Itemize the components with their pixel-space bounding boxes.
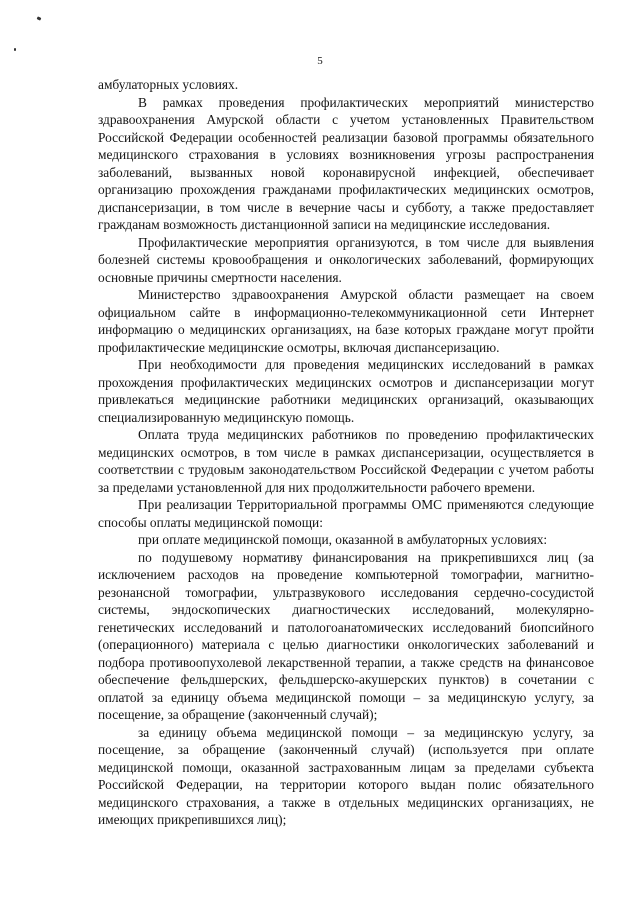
page-number: 5 (317, 55, 323, 67)
scan-speck (37, 16, 42, 20)
document-body (98, 76, 594, 829)
scan-speck (14, 48, 16, 51)
paragraph-continuation: амбулаторных условиях. (98, 77, 239, 92)
paragraph-per-unit: за единицу объема медицинской помощи – за медицинскую услугу, за посещение, за обращение (законченный случай) (используется при оплате медицинской помощи, оказанной застрахованным лицам за пределами субъекта Российской Федерации, на территории которого выдан полис обязательного медицинского страхования, а также в отдельных медицинских организациях, не имеющих прикрепившихся лиц); (98, 724, 594, 827)
paragraph-outpatient: при оплате медицинской помощи, оказанной в амбулаторных условиях: (138, 532, 548, 547)
paragraph-specialists: При необходимости для проведения медицинских исследований в рамках прохождения профилактических медицинских осмотров и диспансеризации могут привлекаться медицинские работники медицинских организаций, оказывающих специализированную медицинскую помощь. (98, 357, 594, 425)
paragraph-ministry-website: Министерство здравоохранения Амурской области размещает на своем официальном сайте в информационно-телекоммуникационной сети Интернет информацию о медицинских организациях, на базе которых граждане могут пройти профилактические медицинские осмотры, включая диспансеризацию. (98, 287, 594, 355)
paragraph-payment-methods: При реализации Территориальной программы ОМС применяются следующие способы оплаты медицинской помощи: (98, 497, 594, 530)
paragraph-prevention-purpose: Профилактические мероприятия организуются, в том числе для выявления болезней системы кровообращения и онкологических заболеваний, формирующих основные причины смертности населения. (98, 234, 594, 285)
paragraph-prevention-measures: В рамках проведения профилактических мероприятий министерство здравоохранения Амурской области с учетом установленных Правительством Российской Федерации особенностей реализации базовой программы обязательного медицинского страхования в условиях возникновения угрозы распространения заболеваний, вызванных новой коронавирусной инфекцией, обеспечивает организацию прохождения гражданами профилактических медицинских осмотров, диспансеризации, в том числе в вечерние часы и субботу, а также предоставляет гражданам возможность дистанционной записи на медицинские исследования. (98, 94, 594, 232)
paragraph-labor-payment: Оплата труда медицинских работников по проведению профилактических медицинских осмотров, в том числе в рамках диспансеризации, осуществляется в соответствии с трудовым законодательством Российской Федерации с учетом работы за пределами установленной для них продолжительности рабочего времени. (98, 427, 594, 495)
paragraph-per-capita: по подушевому нормативу финансирования на прикрепившихся лиц (за исключением расходов на проведение компьютерной томографии, магнитно-резонансной томографии, ультразвукового исследования сердечно-сосудистой системы, эндоскопических диагностических исследований, молекулярно-генетических исследований и патологоанатомических исследований биопсийного (операционного) материала с целью диагностики онкологических заболеваний и подбора противоопухолевой лекарственной терапии, а также средств на финансовое обеспечение фельдшерских, фельдшерско-акушерских пунктов) в сочетании с оплатой за единицу объема медицинской помощи – за медицинскую услугу, за посещение, за обращение (законченный случай); (98, 549, 594, 722)
